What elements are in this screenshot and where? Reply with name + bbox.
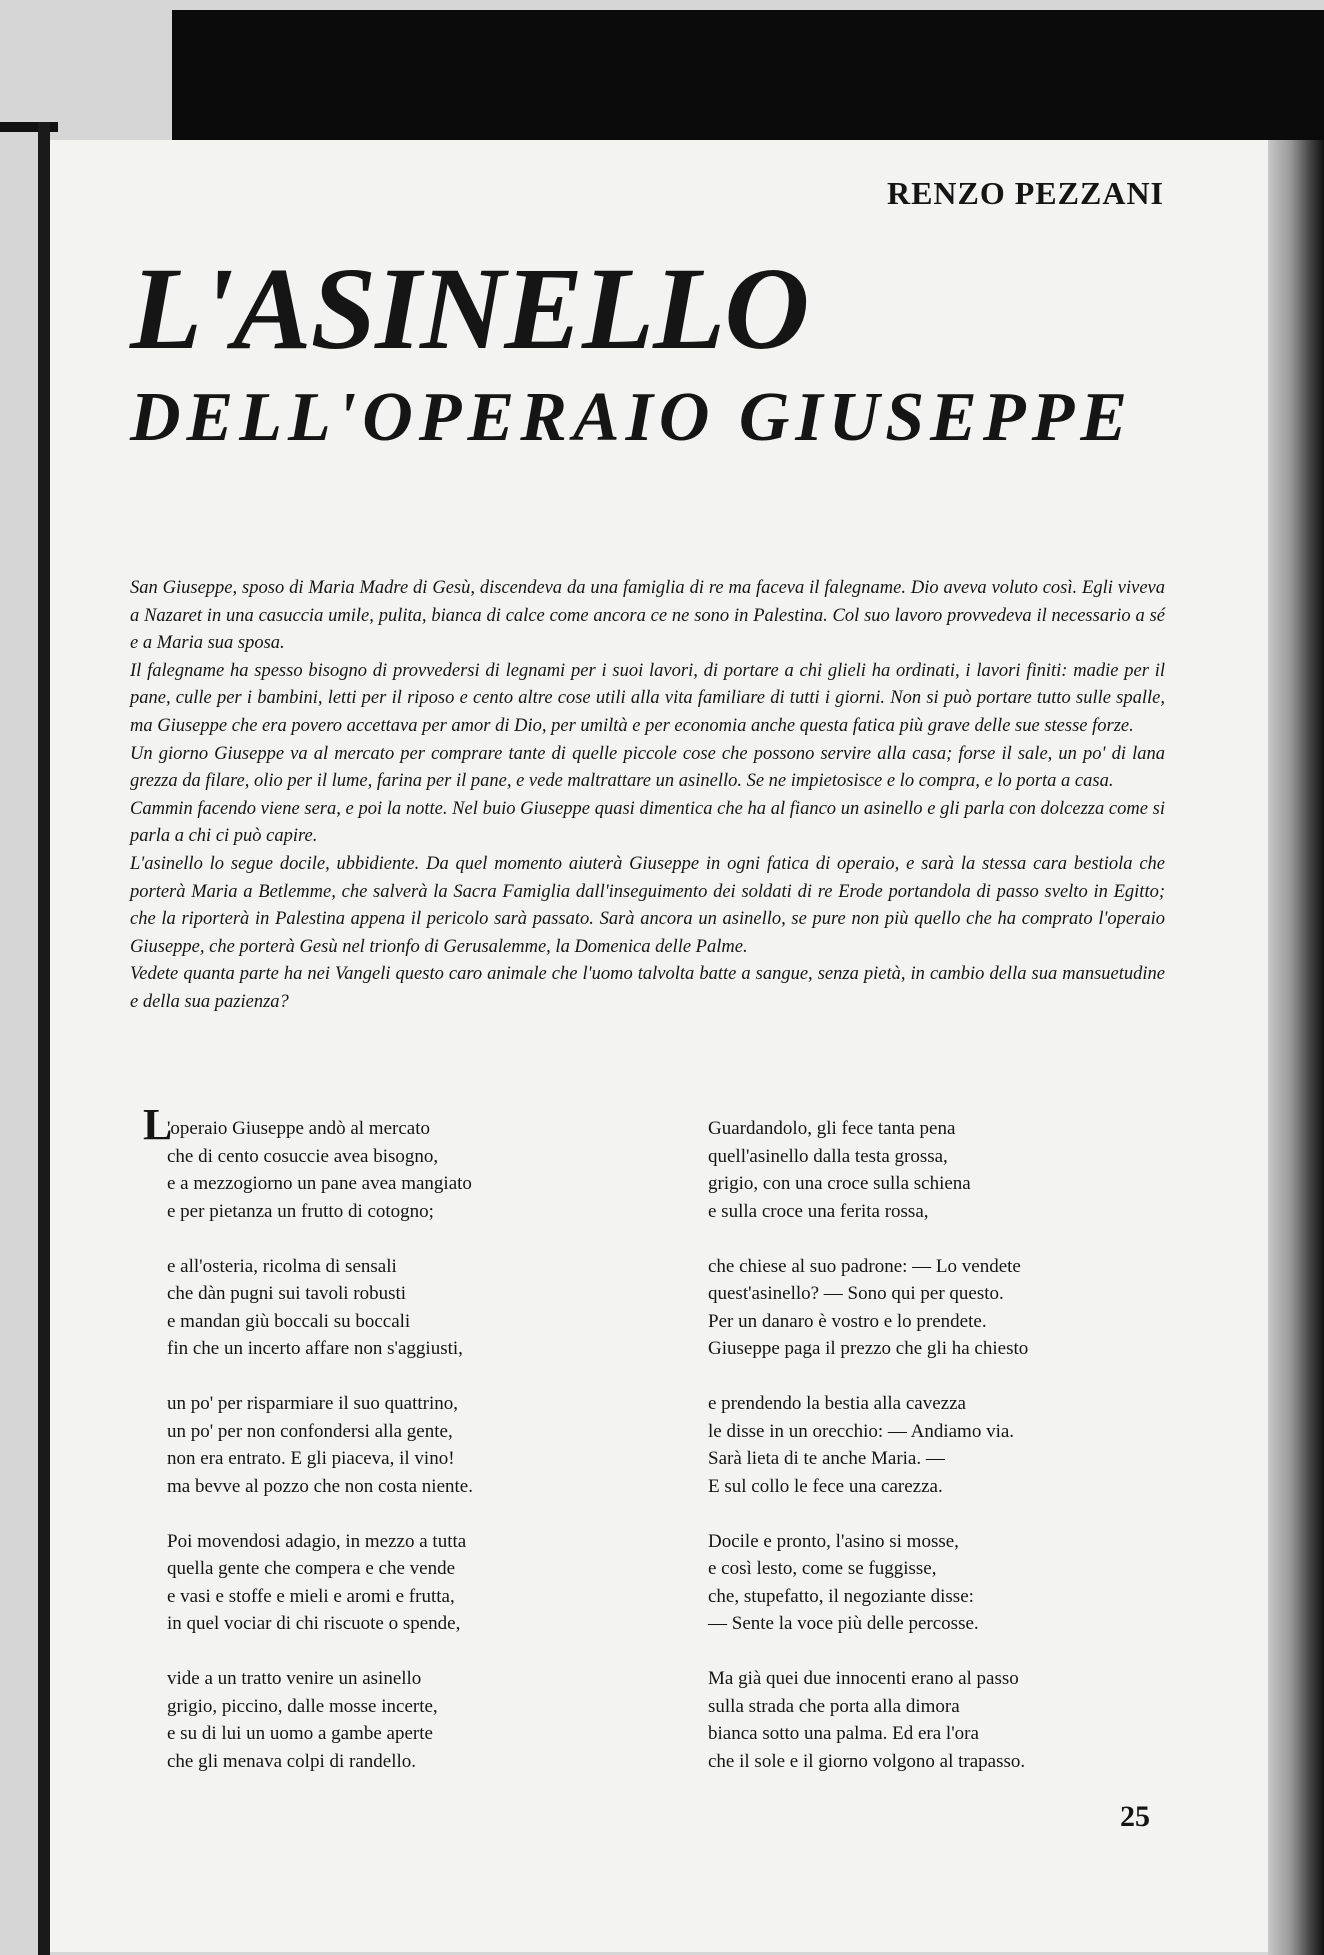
poem-line: un po' per non confondersi alla gente, [167, 1420, 453, 1442]
poem-line: e così lesto, come se fuggisse, [708, 1558, 937, 1579]
poem-line: e a mezzogiorno un pane avea mangiato [167, 1173, 472, 1194]
poem-line: Poi movendosi adagio, in mezzo a tutta [167, 1530, 467, 1552]
poem-line: che di cento cosuccie avea bisogno, [167, 1145, 439, 1167]
author-name: RENZO PEZZANI [886, 175, 1164, 211]
poem-stanza [708, 1390, 1028, 1500]
poem-left-column [145, 1115, 473, 1803]
poem-line: Sarà lieta di te anche Maria. — [708, 1448, 945, 1469]
poem-line: che gli menava colpi di randello. [167, 1750, 417, 1772]
poem-line: quella gente che compera e che vende [167, 1558, 456, 1579]
poem-line: non era entrato. E gli piaceva, il vino! [167, 1448, 455, 1469]
poem-stanza [708, 1665, 1028, 1775]
poem-stanza [145, 1665, 473, 1775]
poem-line: grigio, piccino, dalle mosse incerte, [167, 1695, 438, 1717]
page-gutter-shadow [1268, 140, 1324, 1955]
intro-paragraph: Vedete quanta parte ha nei Vangeli questo caro animale che l'uomo talvolta batte a sangue, senza pietà, in cambio della sua mansuetudine e della sua pazienza? [130, 964, 1165, 1012]
poem-line: bianca sotto una palma. Ed era l'ora [708, 1723, 979, 1744]
poem-line: grigio, con una croce sulla schiena [708, 1173, 971, 1194]
intro-paragraph: San Giuseppe, sposo di Maria Madre di Gesù, discendeva da una famiglia di re ma faceva il falegname. Dio aveva voluto così. Egli viveva a Nazaret in una casuccia umile, pulita, bianca di calce come ancora ce ne sono in Palestina. Col suo lavoro provvedeva il necessario a sé e a Maria sua sposa. [130, 578, 1165, 654]
poem-line: fin che un incerto affare non s'aggiusti, [167, 1338, 463, 1359]
poem-line: e su di lui un uomo a gambe aperte [167, 1723, 433, 1744]
poem-stanza [145, 1115, 473, 1225]
poem-line: — Sente la voce più delle percosse. [708, 1613, 979, 1634]
intro-paragraph: L'asinello lo segue docile, ubbidiente. Da quel momento aiuterà Giuseppe in ogni fatica di operaio, e sarà la stessa cara bestiola che porterà Maria a Betlemme, che salverà la Sacra Famiglia dall'inseguimento dei soldati di re Erode portandola di passo svelto in Egitto; che la riporterà in Palestina appena il pericolo sarà passato. Sarà ancora un asinello, se pure non più quello che ha comprato l'operaio Giuseppe, che porterà Gesù nel trionfo di Gerusalemme, la Domenica delle Palme. [130, 853, 1165, 957]
poem-line: che chiese al suo padrone: — Lo vendete [708, 1255, 1021, 1277]
poem-line: Docile e pronto, l'asino si mosse, [708, 1530, 959, 1552]
poem-right-column [708, 1115, 1028, 1803]
intro-paragraph: Cammin facendo viene sera, e poi la notte. Nel buio Giuseppe quasi dimentica che ha al fianco un asinello e gli parla con dolcezza come si parla a chi ci può capire. [130, 798, 1165, 847]
poem-line: ma bevve al pozzo che non costa niente. [167, 1475, 473, 1497]
poem-dropcap: L [143, 1100, 173, 1149]
left-page-edge [38, 122, 50, 1955]
poem-stanza [145, 1528, 473, 1638]
poem-line: che, stupefatto, il negoziante disse: [708, 1585, 974, 1607]
poem-line: quell'asinello dalla testa grossa, [708, 1145, 948, 1167]
poem-stanza [145, 1253, 473, 1363]
poem-line: e per pietanza un frutto di cotogno; [167, 1200, 434, 1222]
poem-line: e mandan giù boccali su boccali [167, 1310, 411, 1332]
poem-line: sulla strada che porta alla dimora [708, 1695, 960, 1717]
poem-line: Ma già quei due innocenti erano al passo [708, 1668, 1019, 1689]
poem-line: in quel vociar di chi riscuote o spende, [167, 1613, 461, 1634]
poem-line: e sulla croce una ferita rossa, [708, 1200, 929, 1222]
intro-paragraph: Il falegname ha spesso bisogno di provvedersi di legnami per i suoi lavori, di portare a chi glieli ha ordinati, i lavori finiti: madie per il pane, culle per i bambini, letti per il riposo e cento altre cose utili alla vita familiare di tutti i giorni. Non si può portare tutto sulle spalle, ma Giuseppe che era povero accettava per amor di Dio, per umiltà e per economia anche questa fatica più grave delle sue stesse forze. [130, 660, 1165, 736]
poem-line: 'operaio Giuseppe andò al mercato [167, 1118, 430, 1139]
title-line-2: DELL'OPERAIO GIUSEPPE [130, 379, 1134, 456]
poem-line: Per un danaro è vostro e lo prendete. [708, 1310, 987, 1332]
intro-paragraph: Un giorno Giuseppe va al mercato per comprare tante di quelle piccole cose che possono servire alla casa; forse il sale, un po' di lana grezza da filare, olio per il lume, farina per il pane, e vede maltrattare un asinello. Se ne impietosisce e lo compra, e lo porta a casa. [130, 743, 1165, 792]
poem-line: E sul collo le fece una carezza. [708, 1475, 943, 1497]
page-number: 25 [1120, 1800, 1150, 1833]
poem-stanza [145, 1390, 473, 1500]
poem-line: un po' per risparmiare il suo quattrino, [167, 1393, 458, 1414]
poem-line: le disse in un orecchio: — Andiamo via. [708, 1420, 1015, 1442]
poem-stanza [708, 1528, 1028, 1638]
poem-line: e prendendo la bestia alla cavezza [708, 1393, 966, 1414]
poem-line: che dàn pugni sui tavoli robusti [167, 1283, 407, 1304]
poem-line: quest'asinello? — Sono qui per questo. [708, 1283, 1004, 1304]
poem-line: Giuseppe paga il prezzo che gli ha chiesto [708, 1338, 1029, 1359]
intro-text [130, 575, 1165, 1017]
poem-stanza [708, 1253, 1028, 1363]
poem-line: che il sole e il giorno volgono al trapasso. [708, 1750, 1026, 1772]
poem-line: vide a un tratto venire un asinello [167, 1668, 422, 1689]
poem-line: e vasi e stoffe e mieli e aromi e frutta, [167, 1585, 455, 1607]
title-line-1: L'ASINELLO [130, 243, 809, 374]
top-black-band [172, 10, 1324, 142]
poem-line: Guardandolo, gli fece tanta pena [708, 1118, 956, 1139]
poem-stanza [708, 1115, 1028, 1225]
poem-line: e all'osteria, ricolma di sensali [167, 1255, 397, 1277]
